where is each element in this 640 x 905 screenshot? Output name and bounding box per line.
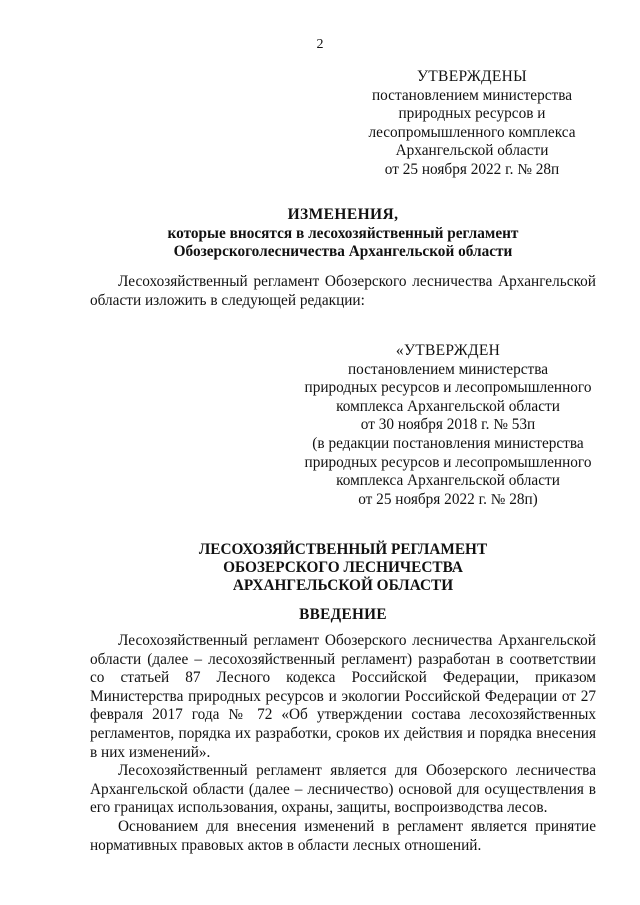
section-title: ВВЕДЕНИЕ	[299, 606, 387, 623]
approval-heading: УТВЕРЖДЕНЫ	[417, 68, 527, 85]
approval-line: природных ресурсов и лесопромышленного	[304, 379, 592, 397]
changes-heading	[90, 206, 596, 262]
approval-date: от 30 ноября 2018 г. № 53п	[360, 416, 536, 434]
regulation-title	[90, 541, 596, 596]
approval-line: Архангельской области	[395, 142, 549, 160]
changes-title: ИЗМЕНЕНИЯ,	[287, 206, 399, 223]
approval-line: постановлением министерства	[371, 86, 573, 104]
body-paragraph: Лесохозяйственный регламент Обозерского лесничества Архангельской области (далее – лесохозяйственный регламент) разработан в соответствии со статьей 87 Лесного кодекса Российской Федерации, приказом Министерства природных ресурсов и экологии Российской Федерации от 27 февраля 2017 года № 72 «Об утверждении состава лесохозяйственных регламентов, порядка их разработки, сроков их действия и порядка внесения в них изменений».	[90, 632, 596, 761]
approval-line: (в редакции постановления министерства	[312, 434, 584, 452]
approval-stamp-quoted	[298, 342, 598, 509]
changes-subtitle: которые вносятся в лесохозяйственный регламент	[167, 224, 519, 242]
approval-heading: «УТВЕРЖДЕН	[395, 342, 501, 359]
changes-subtitle: Обозерскоголесничества Архангельской области	[173, 243, 513, 261]
approval-line: природных ресурсов и	[398, 105, 546, 123]
approval-line: постановлением министерства	[347, 360, 549, 378]
approval-line: природных ресурсов и лесопромышленного	[304, 453, 592, 471]
page-number: 2	[316, 37, 324, 52]
body-paragraph: Лесохозяйственный регламент является для Обозерского лесничества Архангельской области (далее – лесничество) основой для осуществления в его границах использования, охраны, защиты, воспроизводства лесов.	[90, 762, 596, 817]
intro-paragraph: Лесохозяйственный регламент Обозерского лесничества Архангельской области изложить в следующей редакции:	[90, 273, 596, 309]
regulation-title-line: АРХАНГЕЛЬСКОЙ ОБЛАСТИ	[232, 577, 454, 595]
approval-line: комплекса Архангельской области	[336, 397, 560, 415]
approval-date: от 25 ноября 2022 г. № 28п)	[358, 490, 538, 508]
regulation-title-line: ОБОЗЕРСКОГО ЛЕСНИЧЕСТВА	[223, 559, 463, 577]
approval-line: лесопромышленного комплекса	[368, 123, 576, 141]
approval-date: от 25 ноября 2022 г. № 28п	[384, 160, 560, 178]
regulation-title-line: ЛЕСОХОЗЯЙСТВЕННЫЙ РЕГЛАМЕНТ	[198, 541, 488, 558]
body-paragraph: Основанием для внесения изменений в регламент является принятие нормативных правовых актов в области лесных отношений.	[90, 817, 596, 854]
approval-line: комплекса Архангельской области	[336, 472, 560, 490]
approval-stamp-top	[352, 68, 592, 180]
body-text	[90, 632, 596, 855]
